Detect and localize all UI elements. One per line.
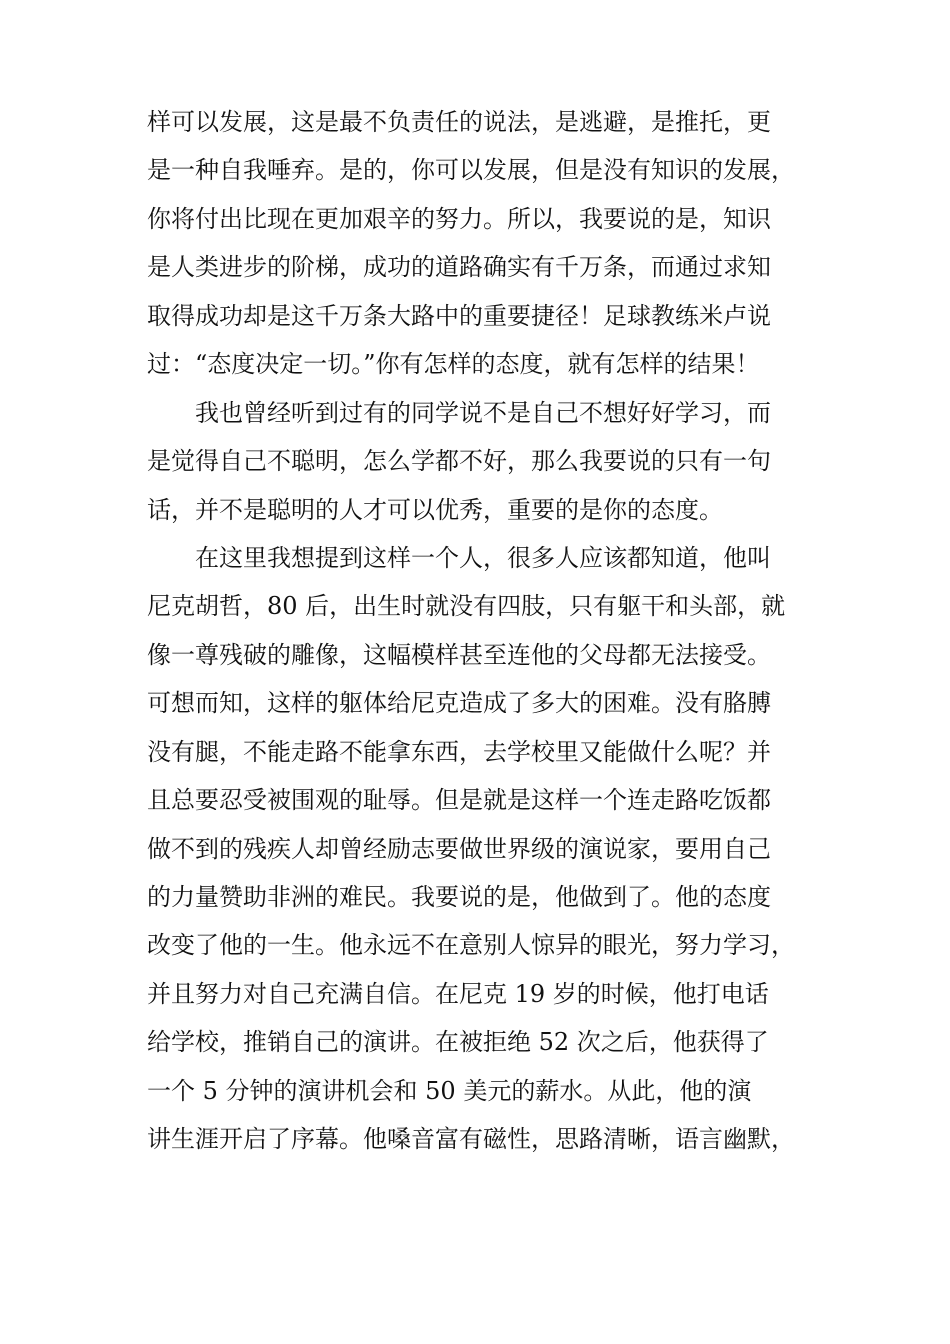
body-text (147, 98, 817, 1164)
text-line: 一个 5 分钟的演讲机会和 50 美元的薪水。从此，他的演 (147, 1076, 752, 1105)
text-line: 做不到的残疾人却曾经励志要做世界级的演说家，要用自己 (147, 834, 771, 863)
text-line: 尼克胡哲，80 后，出生时就没有四肢，只有躯干和头部，就 (147, 592, 786, 621)
text-line: 是觉得自己不聪明，怎么学都不好，那么我要说的只有一句 (147, 447, 771, 476)
text-line: 是一种自我唾弃。是的，你可以发展，但是没有知识的发展， (147, 156, 795, 185)
text-line: 在这里我想提到这样一个人，很多人应该都知道，他叫 (195, 543, 771, 572)
text-line: 样可以发展，这是最不负责任的说法，是逃避，是推托，更 (147, 108, 771, 136)
text-line: 话，并不是聪明的人才可以优秀，重要的是你的态度。 (147, 495, 723, 524)
text-line: 并且努力对自己充满自信。在尼克 19 岁的时候，他打电话 (147, 979, 769, 1008)
text-line: 像一尊残破的雕像，这幅模样甚至连他的父母都无法接受。 (147, 640, 771, 669)
text-line: 没有腿，不能走路不能拿东西，去学校里又能做什么呢？并 (147, 737, 771, 766)
text-line: 可想而知，这样的躯体给尼克造成了多大的困难。没有胳膊 (147, 689, 771, 718)
text-line: 的力量赞助非洲的难民。我要说的是，他做到了。他的态度 (147, 883, 771, 911)
text-line: 讲生涯开启了序幕。他嗓音富有磁性，思路清晰，语言幽默， (147, 1125, 795, 1154)
text-line: 我也曾经听到过有的同学说不是自己不想好好学习，而 (195, 398, 771, 427)
text-line: 给学校，推销自己的演讲。在被拒绝 52 次之后，他获得了 (147, 1028, 769, 1057)
text-line: 取得成功却是这千万条大路中的重要捷径！足球教练米卢说 (147, 301, 771, 330)
text-line: 你将付出比现在更加艰辛的努力。所以，我要说的是，知识 (147, 204, 771, 233)
text-line: 是人类进步的阶梯，成功的道路确实有千万条，而通过求知 (147, 253, 771, 282)
text-line: 过：“态度决定一切。”你有怎样的态度，就有怎样的结果！ (147, 350, 760, 379)
text-line: 改变了他的一生。他永远不在意别人惊异的眼光，努力学习， (147, 931, 795, 960)
text-line: 且总要忍受被围观的耻辱。但是就是这样一个连走路吃饭都 (147, 786, 771, 815)
